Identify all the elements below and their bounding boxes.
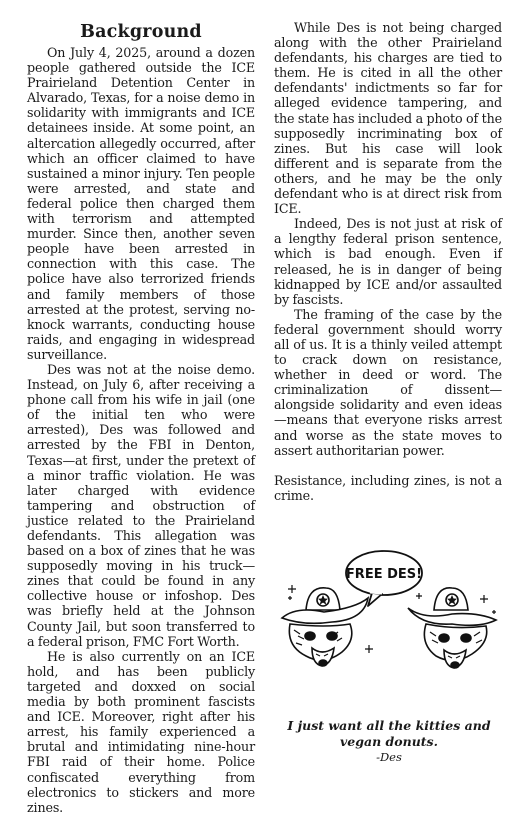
des-quote [280, 718, 498, 765]
right-opossum [408, 588, 496, 668]
left-opossum [282, 588, 368, 666]
speech-bubble-text: FREE DES! [345, 567, 423, 582]
paragraph-july-4-demo: On July 4, 2025, around a dozen people gathered outside the ICE Prairieland Detention Center in Alvarado, Texas, for a noise demo in solidarity with immigrants and ICE detainees inside. At some point, an altercation allegedly occurred, after which an officer claimed to have sustained a minor injury. Ten people were arrested, and state and federal police then charged them with terrorism and attempted murder. Since then, another seven people have been arrested in connection with this case. The police have also terrorized friends and family members of those arrested at the protest, serving no-knock warrants, conducting house raids, and engaging in widespread surveillance. [27, 45, 255, 362]
left-column [27, 20, 255, 815]
section-heading: Background [80, 22, 202, 42]
right-column [274, 20, 502, 503]
quote-author: -Des [376, 750, 402, 764]
paragraph-ice-hold: He is also currently on an ICE hold, and has been publicly targeted and doxxed on social media by both prominent fascists and ICE. Moreover, right after his arrest, his family experienced a brutal and intimidating nine-hour FBI raid of their home. Police confiscated everything from electronics to stickers and more zines. [27, 648, 255, 815]
opossums-icon [276, 548, 502, 683]
paragraph-framing: The framing of the case by the federal government should worry all of us. It is a thinly veiled attempt to crack down on resistance, whether in deed or word. The criminalization of dissent—alongside solidarity and even ideas—means that everyone risks arrest and worse as the state moves to assert authoritarian power. [274, 306, 502, 458]
opossums-illustration [276, 548, 502, 683]
speech-bubble [346, 551, 422, 606]
paragraph-charges-tied: While Des is not being charged along with the other Prairieland defendants, his charges are tied to them. He is cited in all the other defendants' indictments so far for alleged evidence tampering, and the state has included a photo of the supposedly incriminating box of zines. But his case will look different and is separate from the others, and he may be the only defendant who is at direct risk from ICE. [274, 20, 502, 217]
paragraph-des-arrest: Des was not at the noise demo. Instead, on July 6, after receiving a phone call from his wife in jail (one of the initial ten who were arrested), Des was followed and arrested by the FBI in Denton, Texas—at first, under the pretext of a minor traffic violation. He was later charged with evidence tampering and obstruction of justice related to the Prairieland defendants. This allegation was based on a box of zines that he was supposedly moving in his truck—zines that could be found in any collective house or infoshop. Des was briefly held at the Johnson County Jail, but soon transferred to a federal prison, FMC Fort Worth. [27, 361, 255, 649]
paragraph-risk: Indeed, Des is not just at risk of a lengthy federal prison sentence, which is bad enough. Even if released, he is in danger of being kidnapped by ICE and/or assaulted by fascists. [274, 216, 502, 307]
paragraph-closing: Resistance, including zines, is not a crime. [274, 472, 502, 503]
quote-text: I just want all the kitties and vegan donuts. [287, 718, 491, 749]
